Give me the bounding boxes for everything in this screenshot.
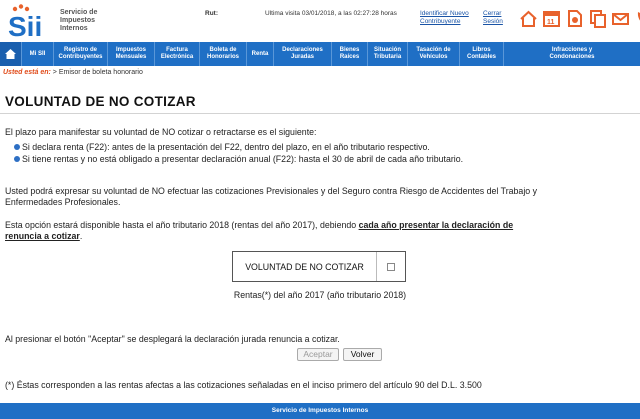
nav-infracciones[interactable]: [504, 42, 640, 66]
nav-label-l1: Declaraciones: [282, 47, 323, 53]
bullet-2: Si tiene rentas y no está obligado a presentar declaración anual (F22): hasta el 30 de abril de cada año tributario.: [22, 154, 464, 164]
identify-link-line-1: Identificar Nuevo: [420, 10, 469, 17]
nav-label-l2: Contribuyentes: [58, 54, 103, 60]
breadcrumb-path[interactable]: > Emisor de boleta honorario: [50, 69, 143, 76]
nav-label-l2: Juradas: [290, 54, 314, 60]
nav-bienes[interactable]: [332, 42, 368, 66]
mail-icon[interactable]: [612, 9, 629, 28]
nav-label-l2: Contables: [466, 54, 496, 60]
nav-libros[interactable]: [460, 42, 504, 66]
last-visit: Ultima visita 03/01/2018, a las 02:27:28 horas: [265, 10, 397, 17]
nav-label-l2: Honorarios: [206, 54, 239, 60]
nav-label-l2: Electrónica: [160, 54, 194, 60]
org-line-3: Internos: [60, 25, 88, 32]
nav-label-l1: Bienes: [339, 47, 360, 53]
accept-button[interactable]: Aceptar: [297, 348, 339, 361]
no-cotizar-checkbox[interactable]: [387, 263, 395, 271]
nav-label-l2: Raíces: [339, 54, 360, 60]
breadcrumb-here: Usted está en:: [3, 69, 51, 76]
main-nav: [0, 42, 640, 66]
paragraph-1-line-1: Usted podrá expresar su voluntad de NO efectuar las cotizaciones Previsionales y del Seguro contra Riesgo de Accidentes del Trabajo y: [5, 186, 538, 196]
no-cotizar-check-cell: [377, 263, 405, 271]
rentas-caption: Rentas(*) del año 2017 (año tributario 2018): [233, 290, 407, 300]
nav-label-l1: Registro de: [63, 47, 97, 53]
nav-renta[interactable]: [247, 42, 274, 66]
sii-logo[interactable]: [6, 3, 58, 39]
back-button[interactable]: Volver: [343, 348, 382, 361]
nav-home-icon: [5, 49, 16, 59]
no-cotizar-option: [232, 251, 406, 282]
nav-label-l2: Tributaria: [373, 54, 402, 60]
phone-icon[interactable]: [635, 9, 640, 28]
site-footer: Servicio de Impuestos Internos: [0, 403, 640, 419]
logout-line-1: Cerrar: [483, 10, 502, 17]
logout-line-2: Sesión: [483, 18, 503, 25]
identify-contributor-link[interactable]: [420, 10, 469, 26]
paragraph-2: [5, 220, 635, 231]
nav-declaraciones[interactable]: [274, 42, 332, 66]
paragraph-2-line-2: [5, 231, 82, 242]
paragraph-2-emphasis-2: renuncia a cotizar: [5, 231, 80, 241]
logout-link[interactable]: [483, 10, 503, 26]
rut-label: Rut:: [205, 10, 218, 17]
org-line-1: Servicio de: [60, 9, 98, 16]
nav-label-l1: Renta: [251, 50, 269, 57]
footnote: (*) Éstas corresponden a las rentas afectas a las cotizaciones señaladas en el inciso primero del artículo 90 del D.L. 3.500: [5, 380, 482, 390]
nav-label-l1: Impuestos: [115, 47, 146, 53]
nav-label-l2: Condonaciones: [549, 54, 595, 60]
nav-label-l1: Infracciones y: [551, 47, 593, 53]
nav-label-l1: Boleta de: [209, 47, 237, 53]
page-title: VOLUNTAD DE NO COTIZAR: [5, 94, 196, 109]
title-divider: [0, 113, 640, 114]
header-icons: [520, 9, 640, 28]
nav-tasacion[interactable]: [408, 42, 460, 66]
bullet-1: Si declara renta (F22): antes de la presentación del F22, dentro del plazo, en el año tributario respectivo.: [22, 142, 430, 152]
accept-note: Al presionar el botón "Aceptar" se desplegará la declaración jurada renuncia a cotizar.: [5, 334, 340, 344]
nav-label-l1: Situación: [373, 47, 401, 53]
site-header: [0, 0, 640, 42]
nav-boleta[interactable]: [200, 42, 247, 66]
nav-label-l2: Vehículos: [419, 54, 448, 60]
intro-text: El plazo para manifestar su voluntad de NO cotizar o retractarse es el siguiente:: [5, 127, 317, 137]
breadcrumb: [0, 69, 640, 81]
document-icon[interactable]: [566, 9, 583, 28]
org-line-2: Impuestos: [60, 17, 96, 24]
nav-situacion[interactable]: [368, 42, 408, 66]
paragraph-2-emphasis: cada año presentar la declaración de: [358, 220, 514, 230]
paragraph-2-end: .: [79, 231, 83, 241]
calendar-day: 11: [547, 19, 555, 26]
nav-home[interactable]: [0, 42, 22, 66]
nav-label-l1: Factura: [166, 47, 188, 53]
nav-label-l1: Tasación de: [416, 47, 451, 53]
paragraph-2-text: Esta opción estará disponible hasta el año tributario 2018 (rentas del año 2017), debiendo: [5, 220, 359, 230]
home-icon[interactable]: [520, 9, 537, 28]
no-cotizar-label: VOLUNTAD DE NO COTIZAR: [233, 252, 377, 281]
copy-icon[interactable]: [589, 9, 606, 28]
nav-label-l1: Libros: [472, 47, 491, 53]
bullet-icon: [14, 144, 20, 150]
logo-text: Sii: [8, 11, 43, 39]
nav-mi-sii[interactable]: Mi SII: [22, 42, 54, 66]
bullet-icon: [14, 156, 20, 162]
nav-label-l2: Mensuales: [115, 54, 147, 60]
calendar-icon[interactable]: [543, 9, 560, 28]
org-name: [60, 9, 97, 33]
nav-impuestos[interactable]: [108, 42, 155, 66]
nav-registro[interactable]: [54, 42, 108, 66]
identify-link-line-2: Contribuyente: [420, 18, 461, 25]
nav-factura[interactable]: [155, 42, 200, 66]
paragraph-1-line-2: Enfermedades Profesionales.: [5, 197, 121, 207]
